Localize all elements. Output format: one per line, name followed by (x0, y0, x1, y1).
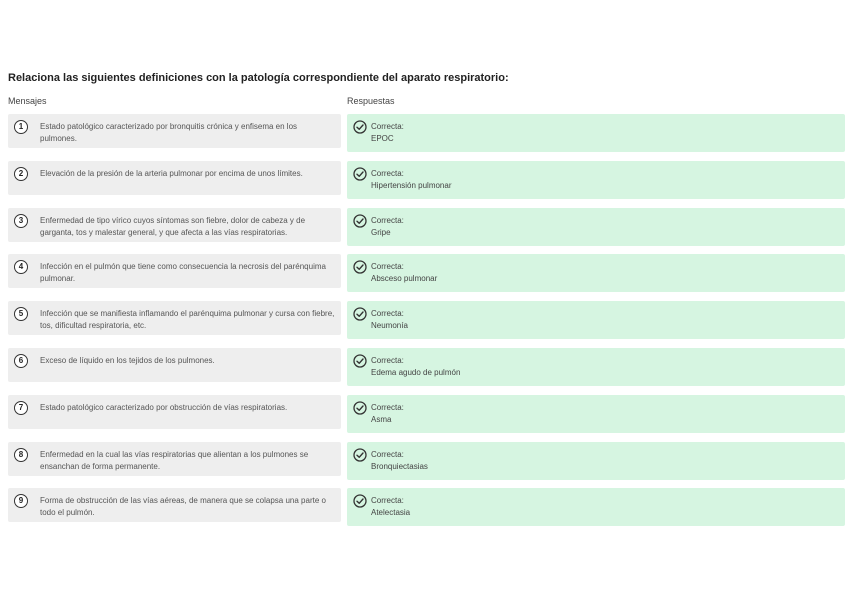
answer-status-label: Correcta: (371, 169, 404, 178)
item-number-badge: 4 (14, 260, 28, 274)
message-item (8, 348, 341, 382)
message-text: Exceso de líquido en los tejidos de los pulmones. (40, 356, 215, 365)
message-text: Infección que se manifiesta inflamando el parénquima pulmonar y cursa con fiebre, tos, dificultad respiratoria, etc. (40, 309, 335, 330)
answer-value: Gripe (371, 228, 391, 237)
answer-item (347, 348, 845, 386)
matching-row (0, 254, 848, 294)
matching-row (0, 114, 848, 154)
answer-status-label: Correcta: (371, 309, 404, 318)
message-text: Enfermedad en la cual las vías respiratorias que alientan a los pulmones se ensanchan de forma permanente. (40, 450, 309, 471)
check-circle-icon (353, 354, 367, 368)
check-circle-icon (353, 120, 367, 134)
column-header-answers: Respuestas (347, 96, 395, 106)
item-number-badge: 9 (14, 494, 28, 508)
message-text: Infección en el pulmón que tiene como consecuencia la necrosis del parénquima pulmonar. (40, 262, 326, 283)
answer-item (347, 488, 845, 526)
matching-row (0, 488, 848, 528)
item-number-badge: 1 (14, 120, 28, 134)
check-circle-icon (353, 448, 367, 462)
answer-item (347, 395, 845, 433)
answer-status-label: Correcta: (371, 122, 404, 131)
answer-status-label: Correcta: (371, 450, 404, 459)
item-number-badge: 5 (14, 307, 28, 321)
answer-status-label: Correcta: (371, 496, 404, 505)
item-number-badge: 8 (14, 448, 28, 462)
message-item (8, 161, 341, 195)
matching-row (0, 301, 848, 341)
check-circle-icon (353, 494, 367, 508)
message-item (8, 301, 341, 335)
check-circle-icon (353, 260, 367, 274)
message-text: Forma de obstrucción de las vías aéreas, de manera que se colapsa una parte o todo el pulmón. (40, 496, 326, 517)
answer-item (347, 442, 845, 480)
answer-value: Hipertensión pulmonar (371, 181, 452, 190)
check-circle-icon (353, 307, 367, 321)
answer-item (347, 254, 845, 292)
message-item (8, 114, 341, 148)
question-title: Relaciona las siguientes definiciones con la patología correspondiente del aparato respiratorio: (8, 72, 509, 84)
column-header-messages: Mensajes (8, 96, 47, 106)
message-text: Enfermedad de tipo vírico cuyos síntomas son fiebre, dolor de cabeza y de garganta, tos y malestar general, y que afecta a las vías respiratorias. (40, 216, 306, 237)
answer-value: Asma (371, 415, 392, 424)
answer-item (347, 114, 845, 152)
message-item (8, 442, 341, 476)
message-item (8, 254, 341, 288)
answer-item (347, 161, 845, 199)
message-text: Estado patológico caracterizado por obstrucción de vías respiratorias. (40, 403, 288, 412)
answer-item (347, 301, 845, 339)
answer-value: Atelectasia (371, 508, 411, 517)
answer-value: Absceso pulmonar (371, 274, 438, 283)
message-item (8, 488, 341, 522)
message-item (8, 395, 341, 429)
message-text: Estado patológico caracterizado por bronquitis crónica y enfisema en los pulmones. (40, 122, 298, 143)
answer-status-label: Correcta: (371, 262, 404, 271)
answer-value: Neumonía (371, 321, 408, 330)
answer-value: Bronquiectasias (371, 462, 428, 471)
item-number-badge: 6 (14, 354, 28, 368)
answer-status-label: Correcta: (371, 356, 404, 365)
answer-status-label: Correcta: (371, 403, 404, 412)
answer-value: EPOC (371, 134, 394, 143)
answer-status-label: Correcta: (371, 216, 404, 225)
matching-row (0, 395, 848, 435)
item-number-badge: 7 (14, 401, 28, 415)
matching-row (0, 442, 848, 482)
matching-row (0, 208, 848, 248)
answer-item (347, 208, 845, 246)
message-text: Elevación de la presión de la arteria pulmonar por encima de unos límites. (40, 169, 303, 178)
check-circle-icon (353, 167, 367, 181)
item-number-badge: 3 (14, 214, 28, 228)
message-item (8, 208, 341, 242)
answer-value: Edema agudo de pulmón (371, 368, 461, 377)
matching-row (0, 161, 848, 201)
check-circle-icon (353, 214, 367, 228)
item-number-badge: 2 (14, 167, 28, 181)
check-circle-icon (353, 401, 367, 415)
matching-row (0, 348, 848, 388)
